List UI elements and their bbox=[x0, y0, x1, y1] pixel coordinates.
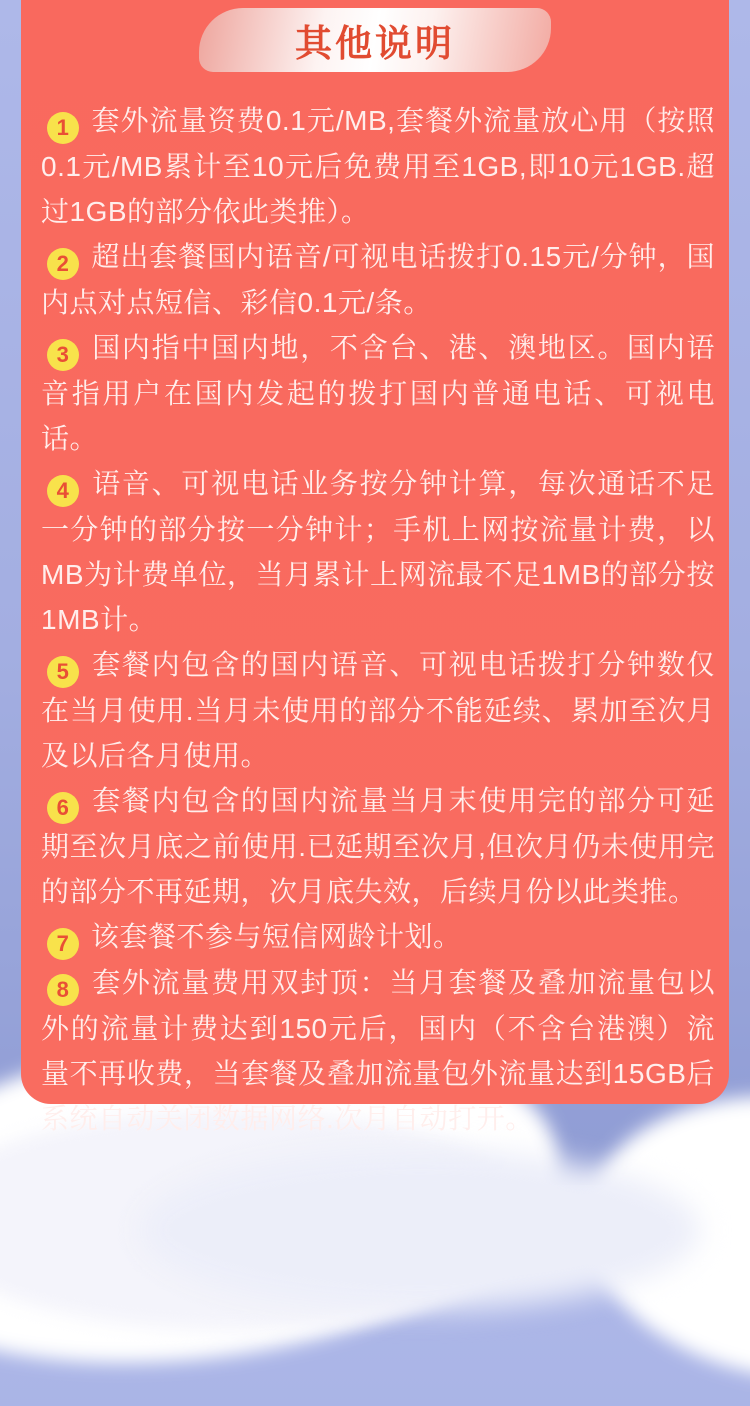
note-item bbox=[41, 325, 715, 461]
note-text: 套餐内包含的国内流量当月末使用完的部分可延期至次月底之前使用.已延期至次月,但次月仍未使用完的部分不再延期，次月底失效，后续月份以此类推。 bbox=[41, 785, 715, 907]
section-title: 其他说明 bbox=[295, 23, 455, 64]
note-text: 语音、可视电话业务按分钟计算，每次通话不足一分钟的部分按一分钟计；手机上网按流量计费，以MB为计费单位，当月累计上网流最不足1MB的部分按1MB计。 bbox=[41, 468, 715, 635]
notes-card bbox=[21, 0, 729, 1134]
note-number-badge: 1 bbox=[47, 112, 79, 144]
note-text: 套外流量费用双封顶：当月套餐及叠加流量包以外的流量计费达到150元后，国内（不含台港澳）流量不再收费，当套餐及叠加流量包外流量达到15GB后系统自动关闭数据网络.次月自动打开。 bbox=[41, 967, 715, 1134]
note-number-badge: 5 bbox=[47, 656, 79, 688]
note-text: 超出套餐国内语音/可视电话拨打0.15元/分钟，国内点对点短信、彩信0.1元/条。 bbox=[41, 241, 715, 318]
cloud-decoration-bottom bbox=[140, 1150, 700, 1310]
note-item bbox=[41, 642, 715, 778]
note-number-badge: 7 bbox=[47, 928, 79, 960]
note-number-badge: 8 bbox=[47, 974, 79, 1006]
note-text: 该套餐不参与短信网龄计划。 bbox=[91, 921, 462, 952]
note-item bbox=[41, 461, 715, 642]
note-item bbox=[41, 98, 715, 234]
notes-list bbox=[21, 72, 729, 1141]
note-text: 套外流量资费0.1元/MB,套餐外流量放心用（按照0.1元/MB累计至10元后免费用至1GB,即10元1GB.超过1GB的部分依此类推）。 bbox=[41, 105, 715, 227]
note-number-badge: 3 bbox=[47, 339, 79, 371]
note-item bbox=[41, 914, 715, 960]
note-text: 国内指中国内地，不含台、港、澳地区。国内语音指用户在国内发起的拨打国内普通电话、可视电话。 bbox=[41, 332, 715, 454]
note-number-badge: 2 bbox=[47, 248, 79, 280]
note-item bbox=[41, 778, 715, 914]
note-text: 套餐内包含的国内语音、可视电话拨打分钟数仅在当月使用.当月未使用的部分不能延续、累加至次月及以后各月使用。 bbox=[41, 649, 715, 771]
note-item bbox=[41, 960, 715, 1141]
note-number-badge: 4 bbox=[47, 475, 79, 507]
note-number-badge: 6 bbox=[47, 792, 79, 824]
section-header-pill bbox=[199, 8, 551, 72]
note-item bbox=[41, 234, 715, 325]
